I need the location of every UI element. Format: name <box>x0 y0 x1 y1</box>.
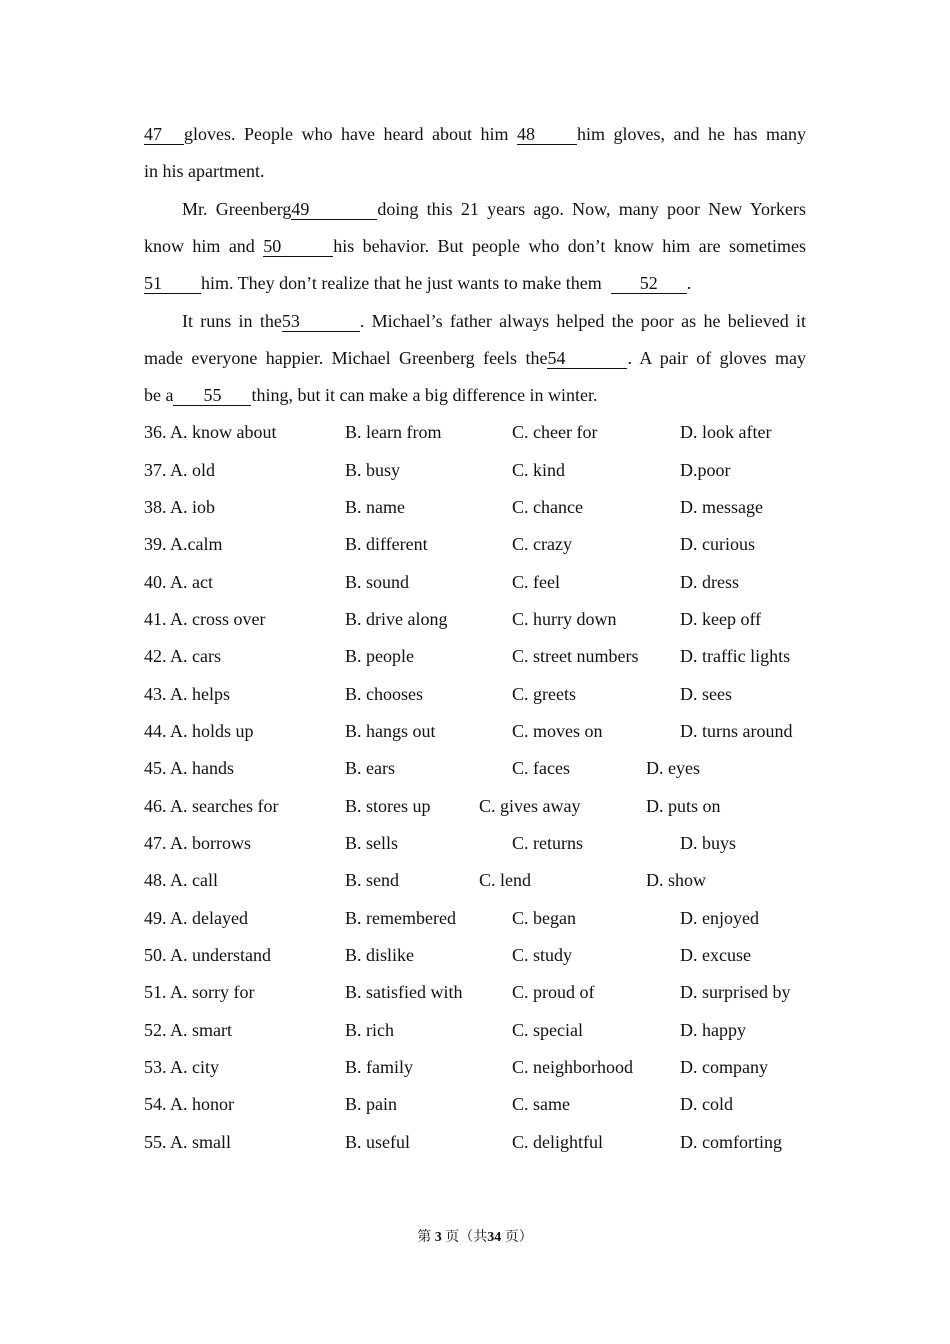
option-c: C. began <box>512 908 576 928</box>
question-row-46 <box>144 794 844 818</box>
option-c: C. moves on <box>512 721 603 741</box>
option-a: 38. A. iob <box>144 497 216 517</box>
option-c: C. proud of <box>512 982 595 1002</box>
question-row-51 <box>144 980 844 1004</box>
option-a: 44. A. holds up <box>144 721 254 741</box>
passage-line-1 <box>144 122 806 146</box>
passage-text: . Michael’s father always helped the poor as he believed it <box>359 311 806 331</box>
option-d: D. enjoyed <box>680 908 759 928</box>
option-c: C. study <box>512 945 573 965</box>
question-row-44 <box>144 719 844 743</box>
option-b: B. useful <box>345 1132 410 1152</box>
option-c: C. gives away <box>479 796 581 816</box>
option-d: D. dress <box>680 572 739 592</box>
option-b: B. chooses <box>345 684 423 704</box>
option-b: B. rich <box>345 1020 394 1040</box>
option-c: C. faces <box>512 758 570 778</box>
option-a: 37. A. old <box>144 460 216 480</box>
passage-text: in his apartment. <box>144 161 265 181</box>
option-d: D. cold <box>680 1094 733 1114</box>
option-c: C. chance <box>512 497 583 517</box>
passage-line-6 <box>182 309 806 333</box>
option-a: 36. A. know about <box>144 422 277 442</box>
option-b: B. sound <box>345 572 410 592</box>
passage-text: It runs in the <box>182 311 282 331</box>
passage-line-5 <box>144 271 806 295</box>
option-a: 52. A. smart <box>144 1020 232 1040</box>
blank-48: 48 <box>517 124 577 145</box>
passage-line-4 <box>144 234 806 258</box>
passage-text: gloves. People who have heard about him <box>184 124 509 144</box>
blank-51: 51 <box>144 273 201 294</box>
option-a: 48. A. call <box>144 870 218 890</box>
question-row-41 <box>144 607 844 631</box>
option-a: 55. A. small <box>144 1132 232 1152</box>
option-a: 50. A. understand <box>144 945 271 965</box>
option-b: B. send <box>345 870 399 890</box>
blank-54: 54 <box>547 348 627 369</box>
footer-prefix: 第 <box>417 1230 432 1245</box>
question-row-40 <box>144 570 844 594</box>
option-b: B. satisfied with <box>345 982 463 1002</box>
option-a: 45. A. hands <box>144 758 234 778</box>
option-d: D. keep off <box>680 609 762 629</box>
passage-text: know him and <box>144 236 255 256</box>
option-c: C. feel <box>512 572 560 592</box>
question-row-45 <box>144 756 844 780</box>
question-row-48 <box>144 868 844 892</box>
question-row-53 <box>144 1055 844 1079</box>
footer-middle: 页（共 <box>445 1230 488 1245</box>
passage-text: be a <box>144 385 174 405</box>
passage-line-8 <box>144 383 806 407</box>
option-a: 40. A. act <box>144 572 213 592</box>
option-c: C. hurry down <box>512 609 617 629</box>
option-d: D.poor <box>680 460 731 480</box>
option-d: D. show <box>646 870 707 890</box>
passage-line-2 <box>144 159 806 183</box>
option-c: C. neighborhood <box>512 1057 633 1077</box>
blank-55: 55 <box>173 385 251 406</box>
option-a: 42. A. cars <box>144 646 221 666</box>
option-d: D. excuse <box>680 945 751 965</box>
option-d: D. puts on <box>646 796 721 816</box>
option-b: B. ears <box>345 758 395 778</box>
option-c: C. lend <box>479 870 531 890</box>
option-b: B. people <box>345 646 414 666</box>
option-a: 54. A. honor <box>144 1094 234 1114</box>
passage-text: him gloves, and he has many <box>577 124 806 144</box>
option-b: B. stores up <box>345 796 431 816</box>
passage-text: . <box>686 273 692 293</box>
question-row-47 <box>144 831 844 855</box>
option-a: 53. A. city <box>144 1057 219 1077</box>
question-row-42 <box>144 644 844 668</box>
page-number: 3 <box>434 1230 442 1245</box>
total-pages: 34 <box>487 1230 502 1245</box>
option-a: 47. A. borrows <box>144 833 251 853</box>
option-d: D. message <box>680 497 763 517</box>
question-row-52 <box>144 1018 844 1042</box>
option-d: D. traffic lights <box>680 646 791 666</box>
option-b: B. different <box>345 534 428 554</box>
option-b: B. hangs out <box>345 721 436 741</box>
option-a: 43. A. helps <box>144 684 231 704</box>
question-row-55 <box>144 1130 844 1154</box>
option-d: D. turns around <box>680 721 793 741</box>
option-c: C. crazy <box>512 534 572 554</box>
option-b: B. busy <box>345 460 401 480</box>
page-footer <box>0 1228 950 1248</box>
question-row-50 <box>144 943 844 967</box>
option-d: D. look after <box>680 422 772 442</box>
option-d: D. comforting <box>680 1132 782 1152</box>
option-b: B. drive along <box>345 609 448 629</box>
passage-text: doing this 21 years ago. Now, many poor New Yorkers <box>377 199 806 219</box>
footer-suffix: 页） <box>504 1230 533 1245</box>
option-a: 51. A. sorry for <box>144 982 255 1002</box>
question-row-37 <box>144 458 844 482</box>
blank-52: 52 <box>611 273 687 294</box>
option-b: B. sells <box>345 833 399 853</box>
passage-text: his behavior. But people who don’t know him are sometimes <box>333 236 807 256</box>
question-row-54 <box>144 1092 844 1116</box>
option-c: C. special <box>512 1020 583 1040</box>
option-c: C. returns <box>512 833 583 853</box>
question-row-36 <box>144 420 844 444</box>
question-row-43 <box>144 682 844 706</box>
option-a: 39. A.calm <box>144 534 223 554</box>
option-b: B. dislike <box>345 945 415 965</box>
passage-text: . A pair of gloves may <box>627 348 806 368</box>
option-c: C. cheer for <box>512 422 598 442</box>
option-d: D. curious <box>680 534 755 554</box>
option-b: B. remembered <box>345 908 456 928</box>
question-row-49 <box>144 906 844 930</box>
option-d: D. happy <box>680 1020 746 1040</box>
option-d: D. surprised by <box>680 982 791 1002</box>
blank-47: 47 <box>144 124 184 145</box>
option-a: 49. A. delayed <box>144 908 248 928</box>
blank-53: 53 <box>282 311 360 332</box>
passage-line-3 <box>182 197 806 221</box>
passage-text: him. They don’t realize that he just wants to make them <box>201 273 602 293</box>
option-c: C. delightful <box>512 1132 603 1152</box>
option-c: C. greets <box>512 684 576 704</box>
option-b: B. pain <box>345 1094 397 1114</box>
option-c: C. kind <box>512 460 566 480</box>
question-row-39 <box>144 532 844 556</box>
blank-50: 50 <box>263 236 333 257</box>
option-b: B. family <box>345 1057 413 1077</box>
passage-text: thing, but it can make a big difference in winter. <box>251 385 598 405</box>
option-d: D. sees <box>680 684 732 704</box>
passage-text: Mr. Greenberg <box>182 199 292 219</box>
option-c: C. street numbers <box>512 646 639 666</box>
question-row-38 <box>144 495 844 519</box>
option-b: B. name <box>345 497 405 517</box>
option-a: 46. A. searches for <box>144 796 279 816</box>
option-b: B. learn from <box>345 422 442 442</box>
option-a: 41. A. cross over <box>144 609 266 629</box>
passage-line-7 <box>144 346 806 370</box>
option-c: C. same <box>512 1094 570 1114</box>
option-d: D. buys <box>680 833 737 853</box>
passage-text: made everyone happier. Michael Greenberg feels the <box>144 348 548 368</box>
blank-49: 49 <box>291 199 377 220</box>
option-d: D. company <box>680 1057 768 1077</box>
option-d: D. eyes <box>646 758 700 778</box>
